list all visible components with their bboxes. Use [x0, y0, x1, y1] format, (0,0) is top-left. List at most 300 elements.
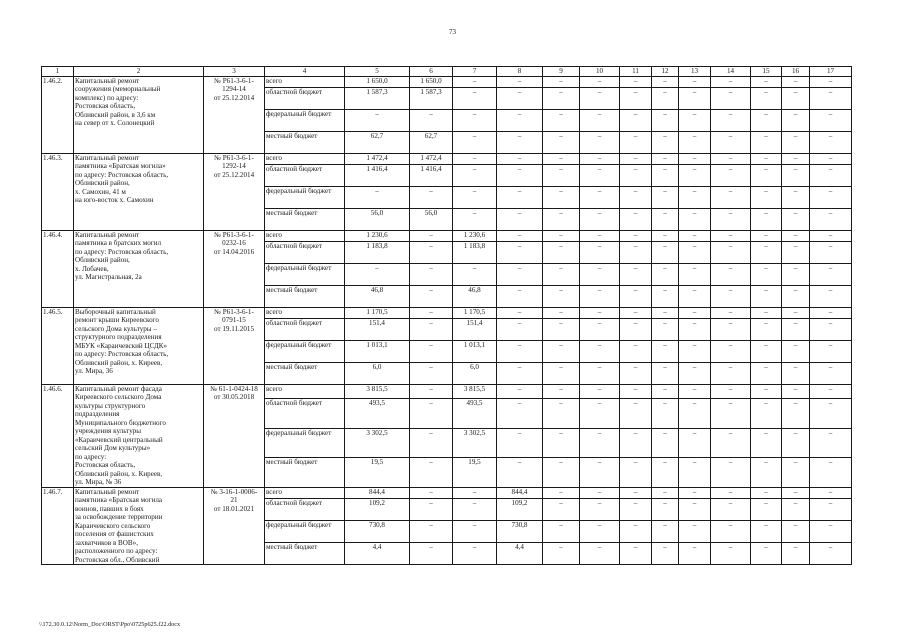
amount-cell: – — [580, 285, 620, 307]
amount-cell: – — [580, 186, 620, 208]
amount-cell: – — [453, 542, 497, 564]
amount-cell: 3 302,5 — [453, 428, 497, 457]
amount-cell: – — [453, 131, 497, 153]
table-row — [42, 487, 852, 498]
amount-cell: – — [782, 362, 810, 384]
amount-cell: – — [652, 384, 679, 399]
amount-cell: 1 472,4 — [345, 153, 410, 164]
amount-cell: – — [410, 318, 453, 340]
amount-cell: – — [679, 307, 711, 318]
amount-cell: – — [711, 186, 751, 208]
amount-cell: 1 183,8 — [453, 241, 497, 263]
amount-cell: – — [652, 399, 679, 428]
amount-cell: – — [620, 340, 652, 362]
document-number-cell: № 3-16-1-0006- 21 от 18.01.2021 — [204, 487, 265, 565]
amount-cell: – — [810, 384, 852, 399]
amount-cell: – — [751, 384, 782, 399]
amount-cell: – — [751, 153, 782, 164]
amount-cell: – — [580, 362, 620, 384]
amount-cell: 3 815,5 — [453, 384, 497, 399]
amount-cell: – — [782, 230, 810, 241]
item-name-cell: Выборочный капитальный ремонт крыши Киреевского сельского Дома культуры – структурного подразделения МБУК «Караичевский ЦСДК» по адресу: Ростовская область, Обливский район, х. Киреев, ул. Мира, 36 — [74, 307, 204, 384]
amount-cell: 1 183,8 — [345, 241, 410, 263]
amount-cell: – — [580, 241, 620, 263]
amount-cell: – — [497, 87, 543, 109]
amount-cell: – — [580, 87, 620, 109]
amount-cell: – — [711, 458, 751, 487]
amount-cell: – — [497, 109, 543, 131]
file-path-footer: \\172.30.0.12\Norm_Doc\ORST\Ppo\0725p625.f22.docx — [39, 621, 181, 628]
amount-cell: – — [580, 208, 620, 230]
amount-cell: – — [751, 241, 782, 263]
item-number-cell: 1.46.2. — [42, 76, 74, 153]
amount-cell: – — [679, 318, 711, 340]
amount-cell: 1 650,0 — [410, 76, 453, 87]
amount-cell: – — [652, 208, 679, 230]
amount-cell: – — [580, 318, 620, 340]
amount-cell: – — [543, 263, 580, 285]
column-number-header: 17 — [810, 67, 852, 77]
item-number-cell: 1.46.5. — [42, 307, 74, 384]
column-number-header: 15 — [751, 67, 782, 77]
amount-cell: – — [711, 241, 751, 263]
amount-cell: – — [497, 131, 543, 153]
document-number-cell: № Р61-3-6-1- 1292-14 от 25.12.2014 — [204, 153, 265, 230]
amount-cell: – — [652, 498, 679, 520]
column-number-header: 7 — [453, 67, 497, 77]
document-number-cell: № Р61-3-6-1- 0232-16 от 14.04.2016 — [204, 230, 265, 307]
amount-cell: – — [543, 109, 580, 131]
budget-table-container — [41, 66, 851, 565]
amount-cell: – — [679, 153, 711, 164]
amount-cell: – — [543, 520, 580, 542]
amount-cell: 56,0 — [345, 208, 410, 230]
amount-cell: – — [620, 458, 652, 487]
amount-cell: 46,8 — [453, 285, 497, 307]
amount-cell: – — [410, 399, 453, 428]
amount-cell: 109,2 — [345, 498, 410, 520]
amount-cell: – — [620, 76, 652, 87]
amount-cell: – — [782, 458, 810, 487]
amount-cell: – — [652, 307, 679, 318]
funding-source-cell: областной бюджет — [265, 498, 345, 520]
page-number: 73 — [449, 28, 456, 36]
table-header — [42, 67, 852, 77]
amount-cell: – — [620, 428, 652, 457]
amount-cell: – — [497, 340, 543, 362]
amount-cell: – — [410, 428, 453, 457]
amount-cell: – — [580, 153, 620, 164]
amount-cell: – — [782, 109, 810, 131]
amount-cell: – — [711, 307, 751, 318]
amount-cell: – — [580, 230, 620, 241]
amount-cell: 3 815,5 — [345, 384, 410, 399]
amount-cell: 1 013,1 — [453, 340, 497, 362]
column-number-header: 5 — [345, 67, 410, 77]
funding-source-cell: всего — [265, 487, 345, 498]
amount-cell: – — [453, 263, 497, 285]
item-name-cell: Капитальный ремонт фасада Киреевского сельского Дома культуры структурного подразделения Муниципального бюджетного учреждения культуры «Караичевский центральный сельский Дом культуры» по адресу: Ростовская область, Обливский район, х. Киреев, ул. Мира, № 36 — [74, 384, 204, 487]
amount-cell: 6,0 — [453, 362, 497, 384]
amount-cell: – — [751, 520, 782, 542]
amount-cell: – — [782, 384, 810, 399]
amount-cell: – — [751, 307, 782, 318]
amount-cell: – — [782, 428, 810, 457]
amount-cell: – — [543, 399, 580, 428]
document-number-cell: № Р61-3-6-1- 1294-14 от 25.12.2014 — [204, 76, 265, 153]
amount-cell: – — [410, 340, 453, 362]
amount-cell: – — [580, 131, 620, 153]
amount-cell: – — [810, 428, 852, 457]
amount-cell: – — [751, 109, 782, 131]
amount-cell: – — [782, 520, 810, 542]
column-number-header: 3 — [204, 67, 265, 77]
amount-cell: – — [810, 241, 852, 263]
amount-cell: – — [652, 285, 679, 307]
amount-cell: 1 170,5 — [453, 307, 497, 318]
amount-cell: – — [679, 384, 711, 399]
amount-cell: – — [782, 76, 810, 87]
amount-cell: – — [453, 109, 497, 131]
amount-cell: – — [543, 241, 580, 263]
amount-cell: – — [679, 186, 711, 208]
amount-cell: – — [810, 340, 852, 362]
amount-cell: – — [497, 208, 543, 230]
amount-cell: – — [652, 362, 679, 384]
amount-cell: – — [679, 428, 711, 457]
funding-source-cell: всего — [265, 384, 345, 399]
amount-cell: 1 587,3 — [410, 87, 453, 109]
amount-cell: – — [679, 230, 711, 241]
amount-cell: 493,5 — [345, 399, 410, 428]
table-row — [42, 307, 852, 318]
amount-cell: – — [543, 131, 580, 153]
amount-cell: – — [580, 76, 620, 87]
amount-cell: – — [751, 542, 782, 564]
amount-cell: – — [810, 520, 852, 542]
item-number-cell: 1.46.4. — [42, 230, 74, 307]
funding-source-cell: областной бюджет — [265, 241, 345, 263]
funding-source-cell: федеральный бюджет — [265, 340, 345, 362]
amount-cell: – — [810, 164, 852, 186]
item-name-cell: Капитальный ремонт сооружения (мемориальный комплекс) по адресу: Ростовская область, Обливский район, в 3,6 км на север от х. Солонецкий — [74, 76, 204, 153]
table-row — [42, 384, 852, 399]
amount-cell: – — [652, 520, 679, 542]
amount-cell: – — [652, 428, 679, 457]
amount-cell: – — [543, 318, 580, 340]
amount-cell: – — [497, 362, 543, 384]
amount-cell: – — [543, 487, 580, 498]
amount-cell: – — [543, 186, 580, 208]
amount-cell: – — [652, 87, 679, 109]
amount-cell: 730,8 — [345, 520, 410, 542]
item-number-cell: 1.46.7. — [42, 487, 74, 565]
amount-cell: – — [652, 164, 679, 186]
amount-cell: – — [751, 399, 782, 428]
amount-cell: 3 302,5 — [345, 428, 410, 457]
amount-cell: – — [580, 487, 620, 498]
amount-cell: – — [782, 164, 810, 186]
amount-cell: – — [497, 458, 543, 487]
amount-cell: – — [497, 153, 543, 164]
amount-cell: 1 013,1 — [345, 340, 410, 362]
amount-cell: – — [410, 285, 453, 307]
amount-cell: – — [782, 87, 810, 109]
table-row — [42, 230, 852, 241]
amount-cell: – — [810, 399, 852, 428]
amount-cell: – — [543, 164, 580, 186]
amount-cell: – — [782, 263, 810, 285]
amount-cell: – — [810, 458, 852, 487]
amount-cell: – — [453, 164, 497, 186]
amount-cell: – — [679, 542, 711, 564]
amount-cell: – — [620, 362, 652, 384]
amount-cell: – — [410, 241, 453, 263]
amount-cell: – — [345, 263, 410, 285]
budget-table — [41, 66, 852, 565]
amount-cell: – — [679, 458, 711, 487]
amount-cell: – — [453, 487, 497, 498]
amount-cell: – — [543, 153, 580, 164]
amount-cell: – — [782, 131, 810, 153]
amount-cell: – — [810, 208, 852, 230]
amount-cell: – — [782, 318, 810, 340]
funding-source-cell: местный бюджет — [265, 542, 345, 564]
amount-cell: – — [453, 87, 497, 109]
amount-cell: – — [652, 109, 679, 131]
amount-cell: – — [497, 285, 543, 307]
amount-cell: – — [652, 241, 679, 263]
amount-cell: – — [679, 520, 711, 542]
amount-cell: – — [620, 307, 652, 318]
amount-cell: – — [679, 487, 711, 498]
funding-source-cell: всего — [265, 307, 345, 318]
amount-cell: – — [620, 487, 652, 498]
amount-cell: – — [782, 186, 810, 208]
table-row — [42, 153, 852, 164]
amount-cell: – — [497, 399, 543, 428]
amount-cell: – — [711, 399, 751, 428]
amount-cell: – — [782, 498, 810, 520]
funding-source-cell: всего — [265, 230, 345, 241]
amount-cell: – — [711, 498, 751, 520]
amount-cell: – — [652, 186, 679, 208]
amount-cell: – — [782, 153, 810, 164]
amount-cell: – — [580, 307, 620, 318]
table-row — [42, 76, 852, 87]
amount-cell: – — [711, 384, 751, 399]
column-number-header: 10 — [580, 67, 620, 77]
amount-cell: – — [810, 186, 852, 208]
amount-cell: – — [410, 186, 453, 208]
column-number-header: 6 — [410, 67, 453, 77]
amount-cell: 151,4 — [345, 318, 410, 340]
amount-cell: – — [711, 76, 751, 87]
amount-cell: – — [453, 186, 497, 208]
amount-cell: – — [410, 542, 453, 564]
item-name-cell: Капитальный ремонт памятника «Братская могила» по адресу: Ростовская область, Обливский район, х. Самохин, 41 м на юго-восток х. Самохин — [74, 153, 204, 230]
amount-cell: – — [679, 340, 711, 362]
amount-cell: 844,4 — [497, 487, 543, 498]
column-number-header: 1 — [42, 67, 74, 77]
amount-cell: – — [711, 520, 751, 542]
amount-cell: – — [652, 458, 679, 487]
amount-cell: – — [810, 542, 852, 564]
column-number-header: 13 — [679, 67, 711, 77]
amount-cell: – — [751, 131, 782, 153]
amount-cell: – — [711, 362, 751, 384]
amount-cell: – — [711, 109, 751, 131]
amount-cell: – — [711, 153, 751, 164]
amount-cell: 151,4 — [453, 318, 497, 340]
amount-cell: 1 472,4 — [410, 153, 453, 164]
funding-source-cell: федеральный бюджет — [265, 109, 345, 131]
amount-cell: – — [711, 131, 751, 153]
amount-cell: – — [810, 87, 852, 109]
amount-cell: – — [410, 384, 453, 399]
amount-cell: – — [345, 186, 410, 208]
amount-cell: 19,5 — [345, 458, 410, 487]
amount-cell: 4,4 — [345, 542, 410, 564]
amount-cell: – — [543, 208, 580, 230]
amount-cell: – — [751, 285, 782, 307]
amount-cell: – — [497, 76, 543, 87]
column-number-header: 16 — [782, 67, 810, 77]
amount-cell: – — [410, 307, 453, 318]
amount-cell: – — [453, 76, 497, 87]
amount-cell: – — [810, 318, 852, 340]
amount-cell: – — [782, 285, 810, 307]
amount-cell: – — [497, 428, 543, 457]
amount-cell: 4,4 — [497, 542, 543, 564]
amount-cell: – — [543, 230, 580, 241]
amount-cell: – — [453, 153, 497, 164]
amount-cell: – — [679, 399, 711, 428]
column-number-header: 4 — [265, 67, 345, 77]
amount-cell: – — [620, 399, 652, 428]
amount-cell: – — [410, 263, 453, 285]
amount-cell: – — [620, 186, 652, 208]
amount-cell: – — [679, 285, 711, 307]
amount-cell: – — [543, 542, 580, 564]
amount-cell: – — [711, 542, 751, 564]
amount-cell: – — [497, 230, 543, 241]
amount-cell: – — [751, 76, 782, 87]
amount-cell: – — [580, 340, 620, 362]
amount-cell: – — [751, 186, 782, 208]
amount-cell: – — [679, 76, 711, 87]
amount-cell: – — [410, 487, 453, 498]
amount-cell: 109,2 — [497, 498, 543, 520]
amount-cell: 1 230,6 — [453, 230, 497, 241]
amount-cell: 493,5 — [453, 399, 497, 428]
funding-source-cell: федеральный бюджет — [265, 186, 345, 208]
amount-cell: – — [652, 263, 679, 285]
amount-cell: – — [751, 498, 782, 520]
amount-cell: 19,5 — [453, 458, 497, 487]
column-number-header: 11 — [620, 67, 652, 77]
amount-cell: 62,7 — [410, 131, 453, 153]
amount-cell: – — [679, 241, 711, 263]
amount-cell: 1 416,4 — [410, 164, 453, 186]
amount-cell: – — [810, 263, 852, 285]
amount-cell: – — [751, 208, 782, 230]
amount-cell: – — [580, 498, 620, 520]
amount-cell: – — [543, 458, 580, 487]
amount-cell: 46,8 — [345, 285, 410, 307]
amount-cell: – — [580, 164, 620, 186]
amount-cell: – — [810, 76, 852, 87]
amount-cell: – — [410, 498, 453, 520]
amount-cell: – — [751, 362, 782, 384]
funding-source-cell: всего — [265, 76, 345, 87]
amount-cell: 56,0 — [410, 208, 453, 230]
amount-cell: – — [652, 76, 679, 87]
amount-cell: – — [782, 487, 810, 498]
amount-cell: 1 170,5 — [345, 307, 410, 318]
amount-cell: 6,0 — [345, 362, 410, 384]
funding-source-cell: областной бюджет — [265, 399, 345, 428]
amount-cell: – — [497, 318, 543, 340]
amount-cell: 62,7 — [345, 131, 410, 153]
amount-cell: – — [543, 307, 580, 318]
amount-cell: – — [810, 230, 852, 241]
amount-cell: – — [620, 384, 652, 399]
amount-cell: – — [453, 520, 497, 542]
item-number-cell: 1.46.3. — [42, 153, 74, 230]
amount-cell: – — [751, 458, 782, 487]
item-number-cell: 1.46.6. — [42, 384, 74, 487]
amount-cell: – — [620, 153, 652, 164]
amount-cell: – — [543, 76, 580, 87]
amount-cell: – — [782, 307, 810, 318]
amount-cell: – — [543, 384, 580, 399]
funding-source-cell: местный бюджет — [265, 285, 345, 307]
amount-cell: – — [810, 307, 852, 318]
amount-cell: – — [711, 428, 751, 457]
column-number-header: 8 — [497, 67, 543, 77]
amount-cell: 1 416,4 — [345, 164, 410, 186]
amount-cell: – — [497, 384, 543, 399]
amount-cell: – — [652, 131, 679, 153]
amount-cell: – — [751, 428, 782, 457]
amount-cell: – — [497, 307, 543, 318]
amount-cell: 844,4 — [345, 487, 410, 498]
amount-cell: – — [751, 230, 782, 241]
amount-cell: – — [652, 542, 679, 564]
funding-source-cell: федеральный бюджет — [265, 428, 345, 457]
amount-cell: – — [345, 109, 410, 131]
funding-source-cell: областной бюджет — [265, 318, 345, 340]
column-number-header: 14 — [711, 67, 751, 77]
item-name-cell: Капитальный ремонт памятника «Братская могила воинов, павших в боях за освобождение территории Караичевского сельского поселения от фашистских захватчиков в ВОВ», расположенного по адресу: Ростовская обл., Обливский — [74, 487, 204, 565]
amount-cell: – — [620, 241, 652, 263]
amount-cell: – — [410, 109, 453, 131]
amount-cell: – — [810, 131, 852, 153]
amount-cell: – — [543, 340, 580, 362]
document-number-cell: № Р61-3-6-1- 0791-15 от 19.11.2015 — [204, 307, 265, 384]
amount-cell: – — [751, 263, 782, 285]
amount-cell: – — [580, 542, 620, 564]
funding-source-cell: областной бюджет — [265, 164, 345, 186]
amount-cell: – — [543, 498, 580, 520]
amount-cell: – — [620, 285, 652, 307]
funding-source-cell: федеральный бюджет — [265, 263, 345, 285]
amount-cell: 730,8 — [497, 520, 543, 542]
amount-cell: 1 587,3 — [345, 87, 410, 109]
amount-cell: – — [497, 263, 543, 285]
amount-cell: – — [620, 498, 652, 520]
